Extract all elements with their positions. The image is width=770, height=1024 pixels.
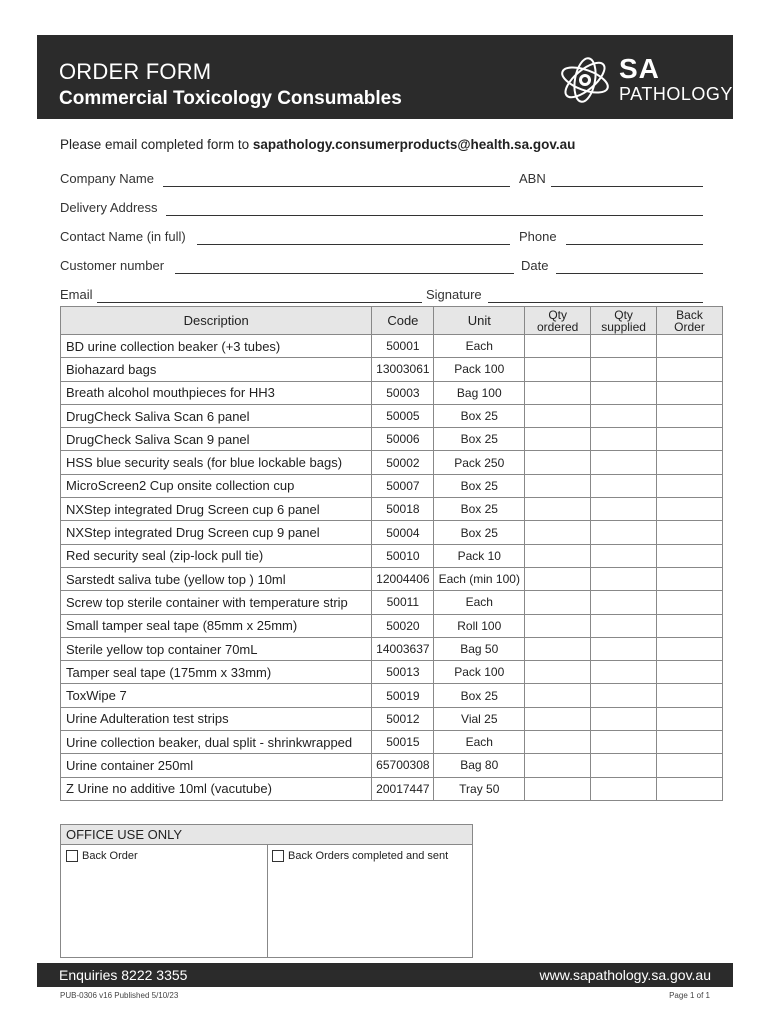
item-code: 50003 xyxy=(372,381,434,404)
table-row xyxy=(61,614,723,637)
qty-supplied-cell[interactable] xyxy=(591,731,657,754)
item-code: 50012 xyxy=(372,707,434,730)
item-description: Sarstedt saliva tube (yellow top ) 10ml xyxy=(61,567,372,590)
item-code: 50010 xyxy=(372,544,434,567)
table-row xyxy=(61,404,723,427)
qty-ordered-cell[interactable] xyxy=(525,404,591,427)
item-code: 50018 xyxy=(372,498,434,521)
customer-number-field[interactable] xyxy=(60,258,514,276)
code-header: Code xyxy=(372,307,434,335)
back-order-header xyxy=(657,307,723,335)
item-description: Sterile yellow top container 70mL xyxy=(61,637,372,660)
item-code: 50011 xyxy=(372,591,434,614)
company-name-field[interactable] xyxy=(60,171,512,189)
qty-supplied-cell[interactable] xyxy=(591,544,657,567)
footer-bar xyxy=(37,963,733,987)
back-order-cell[interactable] xyxy=(657,707,723,730)
item-code: 65700308 xyxy=(372,754,434,777)
publication-info: PUB-0306 v16 Published 5/10/23 xyxy=(60,991,179,1000)
email-label: Email xyxy=(60,287,93,302)
item-unit: Box 25 xyxy=(434,521,525,544)
item-unit: Tray 50 xyxy=(434,777,525,800)
table-row xyxy=(61,731,723,754)
item-description: Red security seal (zip-lock pull tie) xyxy=(61,544,372,567)
qty-supplied-cell[interactable] xyxy=(591,335,657,358)
item-description: Small tamper seal tape (85mm x 25mm) xyxy=(61,614,372,637)
qty-ordered-header xyxy=(525,307,591,335)
description-header: Description xyxy=(61,307,372,335)
item-code: 50007 xyxy=(372,474,434,497)
back-order-cell[interactable] xyxy=(657,428,723,451)
qty-supplied-cell[interactable] xyxy=(591,707,657,730)
table-row xyxy=(61,684,723,707)
back-order-cell[interactable] xyxy=(657,684,723,707)
back-order-cell[interactable] xyxy=(657,754,723,777)
item-description: Breath alcohol mouthpieces for HH3 xyxy=(61,381,372,404)
qty-supplied-header xyxy=(591,307,657,335)
qty-ordered-cell[interactable] xyxy=(525,637,591,660)
office-use-panel xyxy=(60,824,473,958)
back-order-cell xyxy=(61,845,268,958)
qty-supplied-cell[interactable] xyxy=(591,381,657,404)
company-name-line[interactable] xyxy=(163,186,510,187)
back-order-option[interactable] xyxy=(66,850,138,862)
qty-ordered-cell[interactable] xyxy=(525,754,591,777)
order-items-table xyxy=(60,306,723,801)
back-orders-completed-cell xyxy=(267,845,473,958)
back-orders-completed-option[interactable] xyxy=(272,850,448,862)
qty-ordered-header-line1: Qty xyxy=(548,307,567,322)
qty-supplied-cell[interactable] xyxy=(591,474,657,497)
item-description: DrugCheck Saliva Scan 6 panel xyxy=(61,404,372,427)
qty-ordered-cell[interactable] xyxy=(525,567,591,590)
qty-supplied-cell[interactable] xyxy=(591,637,657,660)
item-unit: Bag 100 xyxy=(434,381,525,404)
table-row xyxy=(61,358,723,381)
logo-sa-text: SA xyxy=(619,53,660,84)
qty-supplied-cell[interactable] xyxy=(591,661,657,684)
qty-supplied-cell[interactable] xyxy=(591,777,657,800)
back-order-cell[interactable] xyxy=(657,591,723,614)
qty-ordered-cell[interactable] xyxy=(525,358,591,381)
company-name-label: Company Name xyxy=(60,171,154,186)
item-description: Screw top sterile container with temperature strip xyxy=(61,591,372,614)
item-unit: Bag 80 xyxy=(434,754,525,777)
item-unit: Roll 100 xyxy=(434,614,525,637)
item-description: MicroScreen2 Cup onsite collection cup xyxy=(61,474,372,497)
table-row xyxy=(61,451,723,474)
phone-line[interactable] xyxy=(566,244,703,245)
table-row xyxy=(61,591,723,614)
back-order-cell[interactable] xyxy=(657,614,723,637)
back-order-header-line2: Order xyxy=(674,319,705,334)
item-unit: Pack 10 xyxy=(434,544,525,567)
item-description: Urine collection beaker, dual split - shrinkwrapped xyxy=(61,731,372,754)
back-orders-completed-label: Back Orders completed and sent xyxy=(288,850,449,862)
item-description: BD urine collection beaker (+3 tubes) xyxy=(61,335,372,358)
qty-ordered-header-line2: ordered xyxy=(536,319,579,334)
qty-ordered-cell[interactable] xyxy=(525,335,591,358)
item-description: Urine container 250ml xyxy=(61,754,372,777)
item-description: Tamper seal tape (175mm x 33mm) xyxy=(61,661,372,684)
item-unit: Each xyxy=(434,731,525,754)
customer-number-line[interactable] xyxy=(175,273,514,274)
table-row xyxy=(61,707,723,730)
signature-line[interactable] xyxy=(488,302,703,303)
table-row xyxy=(61,567,723,590)
qty-supplied-cell[interactable] xyxy=(591,451,657,474)
item-unit: Vial 25 xyxy=(434,707,525,730)
qty-ordered-cell[interactable] xyxy=(525,684,591,707)
form-subtitle: Commercial Toxicology Consumables xyxy=(59,88,402,109)
qty-supplied-cell[interactable] xyxy=(591,614,657,637)
back-orders-completed-checkbox[interactable] xyxy=(272,850,284,862)
qty-supplied-cell[interactable] xyxy=(591,498,657,521)
qty-ordered-cell[interactable] xyxy=(525,661,591,684)
table-header-row xyxy=(61,307,723,335)
table-row xyxy=(61,335,723,358)
contact-name-field[interactable] xyxy=(60,229,512,247)
back-order-cell[interactable] xyxy=(657,777,723,800)
back-order-cell[interactable] xyxy=(657,637,723,660)
qty-ordered-cell[interactable] xyxy=(525,731,591,754)
back-order-cell[interactable] xyxy=(657,335,723,358)
back-order-cell[interactable] xyxy=(657,521,723,544)
phone-label: Phone xyxy=(519,229,557,244)
form-title: ORDER FORM xyxy=(59,59,212,84)
contact-name-label: Contact Name (in full) xyxy=(60,229,186,244)
item-description: Biohazard bags xyxy=(61,358,372,381)
date-label: Date xyxy=(521,258,549,273)
qty-ordered-cell[interactable] xyxy=(525,451,591,474)
form-header xyxy=(37,35,733,119)
qty-supplied-cell[interactable] xyxy=(591,684,657,707)
abn-label: ABN xyxy=(519,171,546,186)
item-code: 50015 xyxy=(372,731,434,754)
qty-ordered-cell[interactable] xyxy=(525,428,591,451)
back-order-cell[interactable] xyxy=(657,731,723,754)
back-order-cell[interactable] xyxy=(657,358,723,381)
item-code: 50020 xyxy=(372,614,434,637)
abn-line[interactable] xyxy=(551,186,703,187)
qty-ordered-cell[interactable] xyxy=(525,591,591,614)
item-unit: Pack 100 xyxy=(434,661,525,684)
date-field[interactable] xyxy=(521,258,703,276)
qty-supplied-cell[interactable] xyxy=(591,567,657,590)
qty-supplied-cell[interactable] xyxy=(591,754,657,777)
item-unit: Each xyxy=(434,335,525,358)
back-order-cell[interactable] xyxy=(657,544,723,567)
item-description: HSS blue security seals (for blue lockable bags) xyxy=(61,451,372,474)
item-unit: Box 25 xyxy=(434,498,525,521)
qty-ordered-cell[interactable] xyxy=(525,614,591,637)
back-order-cell[interactable] xyxy=(657,474,723,497)
item-code: 50013 xyxy=(372,661,434,684)
page-number: Page 1 of 1 xyxy=(669,991,710,1000)
office-use-title: OFFICE USE ONLY xyxy=(61,825,472,845)
item-description: ToxWipe 7 xyxy=(61,684,372,707)
qty-supplied-header-line2: supplied xyxy=(601,319,646,334)
back-order-label: Back Order xyxy=(82,850,138,862)
item-code: 50019 xyxy=(372,684,434,707)
website-link[interactable]: www.sapathology.sa.gov.au xyxy=(539,967,711,983)
item-code: 50002 xyxy=(372,451,434,474)
qty-supplied-header-line1: Qty xyxy=(614,307,633,322)
qty-ordered-cell[interactable] xyxy=(525,381,591,404)
qty-ordered-cell[interactable] xyxy=(525,544,591,567)
item-description: Urine Adulteration test strips xyxy=(61,707,372,730)
table-row xyxy=(61,754,723,777)
item-description: NXStep integrated Drug Screen cup 9 panel xyxy=(61,521,372,544)
item-code: 13003061 xyxy=(372,358,434,381)
item-description: NXStep integrated Drug Screen cup 6 panel xyxy=(61,498,372,521)
item-code: 50006 xyxy=(372,428,434,451)
email-instruction xyxy=(60,137,575,152)
item-unit: Pack 100 xyxy=(434,358,525,381)
delivery-address-line[interactable] xyxy=(166,215,703,216)
qty-supplied-cell[interactable] xyxy=(591,358,657,381)
back-order-cell[interactable] xyxy=(657,498,723,521)
item-unit: Each (min 100) xyxy=(434,567,525,590)
contact-name-line[interactable] xyxy=(197,244,510,245)
back-order-cell[interactable] xyxy=(657,567,723,590)
qty-supplied-cell[interactable] xyxy=(591,521,657,544)
item-unit: Pack 250 xyxy=(434,451,525,474)
table-row xyxy=(61,661,723,684)
table-row xyxy=(61,544,723,567)
delivery-address-field[interactable] xyxy=(60,200,703,218)
signature-field[interactable] xyxy=(426,287,703,305)
atom-logo-icon xyxy=(559,55,615,105)
table-row xyxy=(61,428,723,451)
qty-supplied-cell[interactable] xyxy=(591,404,657,427)
item-unit: Box 25 xyxy=(434,474,525,497)
email-instruction-prefix: Please email completed form to xyxy=(60,137,250,152)
table-row xyxy=(61,381,723,404)
qty-ordered-cell[interactable] xyxy=(525,474,591,497)
signature-label: Signature xyxy=(426,287,482,302)
email-field[interactable] xyxy=(60,287,422,305)
table-row xyxy=(61,474,723,497)
back-order-checkbox[interactable] xyxy=(66,850,78,862)
item-description: Z Urine no additive 10ml (vacutube) xyxy=(61,777,372,800)
item-code: 50004 xyxy=(372,521,434,544)
item-unit: Bag 50 xyxy=(434,637,525,660)
qty-ordered-cell[interactable] xyxy=(525,521,591,544)
item-description: DrugCheck Saliva Scan 9 panel xyxy=(61,428,372,451)
item-unit: Box 25 xyxy=(434,684,525,707)
table-row xyxy=(61,498,723,521)
unit-header: Unit xyxy=(434,307,525,335)
item-code: 14003637 xyxy=(372,637,434,660)
phone-field[interactable] xyxy=(519,229,703,247)
date-line[interactable] xyxy=(556,273,703,274)
table-row xyxy=(61,637,723,660)
sa-pathology-logo xyxy=(559,51,733,107)
enquiries-phone: Enquiries 8222 3355 xyxy=(59,967,188,983)
back-order-cell[interactable] xyxy=(657,451,723,474)
qty-supplied-cell[interactable] xyxy=(591,591,657,614)
item-unit: Box 25 xyxy=(434,428,525,451)
table-row xyxy=(61,521,723,544)
qty-supplied-cell[interactable] xyxy=(591,428,657,451)
abn-field[interactable] xyxy=(519,171,703,189)
item-code: 12004406 xyxy=(372,567,434,590)
email-line[interactable] xyxy=(97,302,422,303)
delivery-address-label: Delivery Address xyxy=(60,200,158,215)
table-row xyxy=(61,777,723,800)
customer-number-label: Customer number xyxy=(60,258,165,273)
qty-ordered-cell[interactable] xyxy=(525,498,591,521)
qty-ordered-cell[interactable] xyxy=(525,707,591,730)
order-email-address[interactable]: sapathology.consumerproducts@health.sa.gov.au xyxy=(252,137,576,152)
back-order-cell[interactable] xyxy=(657,661,723,684)
back-order-cell[interactable] xyxy=(657,404,723,427)
back-order-header-line1: Back xyxy=(676,307,703,322)
back-order-cell[interactable] xyxy=(657,381,723,404)
item-code: 50005 xyxy=(372,404,434,427)
item-code: 20017447 xyxy=(372,777,434,800)
item-unit: Box 25 xyxy=(434,404,525,427)
logo-pathology-text: PATHOLOGY xyxy=(619,84,733,104)
qty-ordered-cell[interactable] xyxy=(525,777,591,800)
item-unit: Each xyxy=(434,591,525,614)
item-code: 50001 xyxy=(372,335,434,358)
